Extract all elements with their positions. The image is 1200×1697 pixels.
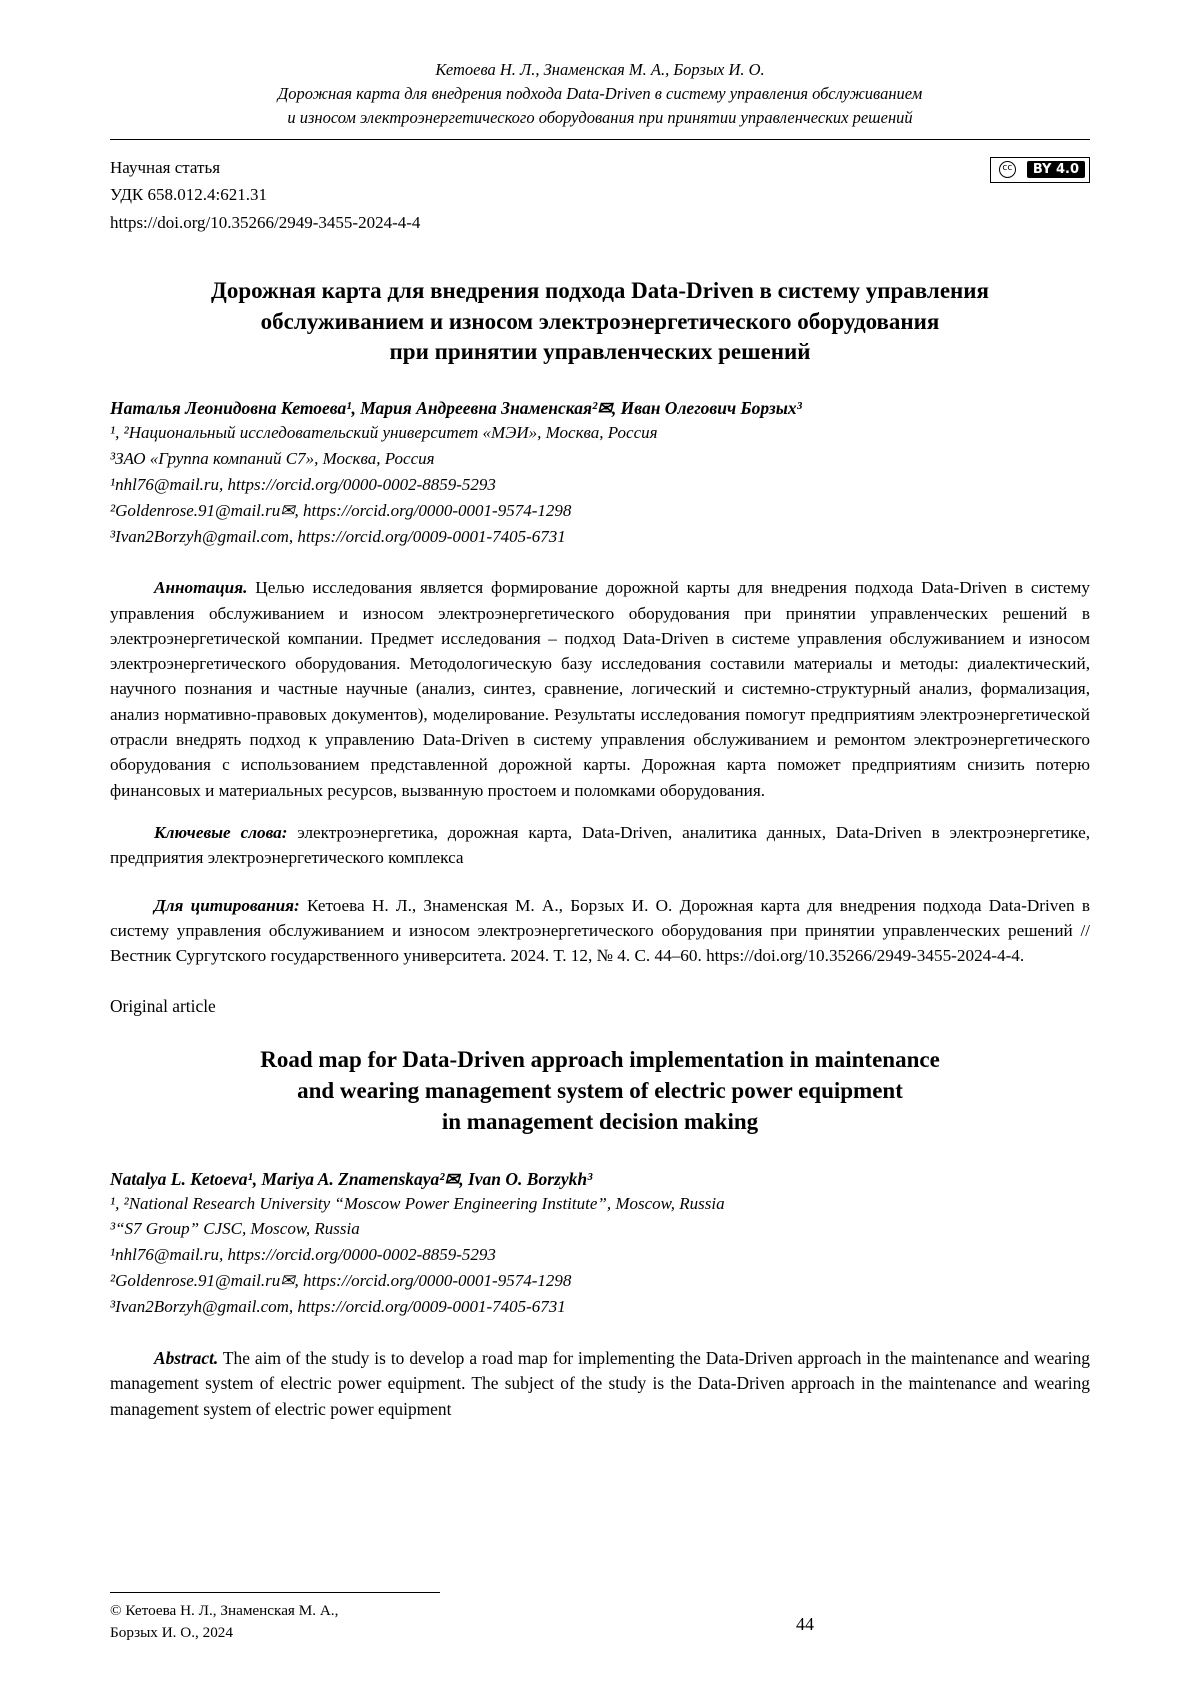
cc-logo-icon: cc: [995, 160, 1027, 179]
abstract-ru-label: Аннотация.: [154, 578, 248, 598]
title-ru-line-1: Дорожная карта для внедрения подхода Data-Driven в систему управления: [211, 278, 989, 304]
copyright-line-2: Борзых И. О., 2024: [110, 1623, 233, 1641]
doi-link[interactable]: https://doi.org/10.35266/2949-3455-2024-4-4: [110, 212, 421, 232]
page-footer: [110, 1592, 1090, 1643]
abstract-en-text: The aim of the study is to develop a road map for implementing the Data-Driven approach in the maintenance and wearing management system of electric power equipment. The subject of the study is the Data-Driven approach in the maintenance and wearing management system of electric power equipment: [110, 1347, 1090, 1419]
citation-ru-label: Для цитирования:: [154, 895, 300, 915]
affiliation-ru-1: ¹, ²Национальный исследовательский университет «МЭИ», Москва, Россия: [110, 423, 658, 443]
title-en-line-2: and wearing management system of electric power equipment: [297, 1078, 903, 1104]
article-meta: [110, 154, 1090, 237]
affiliation-ru-2: ³ЗАО «Группа компаний С7», Москва, Россия: [110, 449, 435, 469]
author-contact-en-1[interactable]: ¹nhl76@mail.ru, https://orcid.org/0000-0002-8859-5293: [110, 1245, 496, 1265]
creative-commons-badge[interactable]: [990, 157, 1090, 183]
abstract-en: [110, 1346, 1090, 1423]
cc-license-label: BY 4.0: [1027, 161, 1085, 178]
author-contact-ru-3[interactable]: ³Ivan2Borzyh@gmail.com, https://orcid.org/0009-0001-7405-6731: [110, 526, 566, 546]
keywords-ru: [110, 820, 1090, 871]
author-contact-ru-2[interactable]: ²Goldenrose.91@mail.ru✉, https://orcid.org/0000-0001-9574-1298: [110, 500, 572, 520]
page-title-en: [144, 1045, 1056, 1137]
footer-divider: [110, 1592, 440, 1593]
keywords-ru-text: электроэнергетика, дорожная карта, Data-Driven, аналитика данных, Data-Driven в электроэнергетике, предприятия электроэнергетического комплекса: [110, 823, 1090, 868]
copyright-line-1: © Кетоева Н. Л., Знаменская М. А.,: [110, 1602, 339, 1620]
running-head-line-3: и износом электроэнергетического оборудования при принятии управленческих решений: [287, 107, 913, 127]
abstract-ru-text: Целью исследования является формирование дорожной карты для внедрения подхода Data-Driven в систему управления обслуживанием и износом электроэнергетического оборудования при принятии управленческих решений в электроэнергетической компании. Предмет исследования – подход Data-Driven в системе управления обслуживанием и износом электроэнергетического оборудования. Методологическую базу исследования составили материалы и методы: диалектический, научного познания и частные научные (анализ, синтез, сравнение, логический и системно-структурный анализ, формализация, анализ нормативно-правовых документов), моделирование. Результаты исследования помогут предприятиям электроэнергетической отрасли внедрять подход к управлению Data-Driven в систему управления обслуживанием и ремонтом электроэнергетического оборудования с использованием представленной дорожной карты. Дорожная карта поможет предприятиям снизить потерю финансовых и материальных ресурсов, вызванную простоем и поломками оборудования.: [110, 578, 1090, 800]
author-contact-en-3[interactable]: ³Ivan2Borzyh@gmail.com, https://orcid.org/0009-0001-7405-6731: [110, 1296, 566, 1316]
title-en-line-3: in management decision making: [441, 1109, 759, 1135]
authors-en: Natalya L. Ketoeva¹, Mariya A. Znamenskaya²✉, Ivan O. Borzykh³: [110, 1168, 593, 1189]
copyright-notice: [110, 1600, 490, 1643]
title-ru-line-3: при принятии управленческих решений: [389, 339, 811, 365]
original-article-label: Original article: [110, 996, 216, 1017]
title-en-line-1: Road map for Data-Driven approach implementation in maintenance: [260, 1047, 940, 1073]
udc-code: УДК 658.012.4:621.31: [110, 185, 267, 205]
running-head: [110, 58, 1090, 130]
citation-ru: [110, 893, 1090, 969]
running-head-line-2: Дорожная карта для внедрения подхода Data-Driven в систему управления обслуживанием: [277, 83, 923, 103]
header-divider: [110, 139, 1090, 140]
authors-ru: Наталья Леонидовна Кетоева¹, Мария Андреевна Знаменская²✉, Иван Олегович Борзых³: [110, 398, 802, 419]
author-contact-en-2[interactable]: ²Goldenrose.91@mail.ru✉, https://orcid.org/0000-0001-9574-1298: [110, 1271, 572, 1291]
abstract-ru: [110, 575, 1090, 803]
article-type: Научная статья: [110, 157, 221, 177]
author-contact-ru-1[interactable]: ¹nhl76@mail.ru, https://orcid.org/0000-0002-8859-5293: [110, 474, 496, 494]
page-number: 44: [796, 1614, 814, 1635]
page-title-ru: [128, 276, 1072, 367]
abstract-en-label: Abstract.: [154, 1347, 219, 1368]
keywords-ru-label: Ключевые слова:: [154, 823, 288, 843]
citation-ru-text: Кетоева Н. Л., Знаменская М. А., Борзых И. О. Дорожная карта для внедрения подхода Data-Driven в систему управления обслуживанием и износом электроэнергетического оборудования при принятии управленческих решений // Вестник Сургутского государственного университета. 2024. Т. 12, № 4. С. 44–60. https://doi.org/10.35266/2949-3455-2024-4-4.: [110, 895, 1090, 966]
title-ru-line-2: обслуживанием и износом электроэнергетического оборудования: [260, 308, 940, 334]
affiliation-en-1: ¹, ²National Research University “Moscow Power Engineering Institute”, Moscow, Russia: [110, 1193, 725, 1213]
running-head-line-1: Кетоева Н. Л., Знаменская М. А., Борзых И. О.: [435, 60, 765, 79]
affiliation-en-2: ³“S7 Group” CJSC, Moscow, Russia: [110, 1219, 360, 1239]
